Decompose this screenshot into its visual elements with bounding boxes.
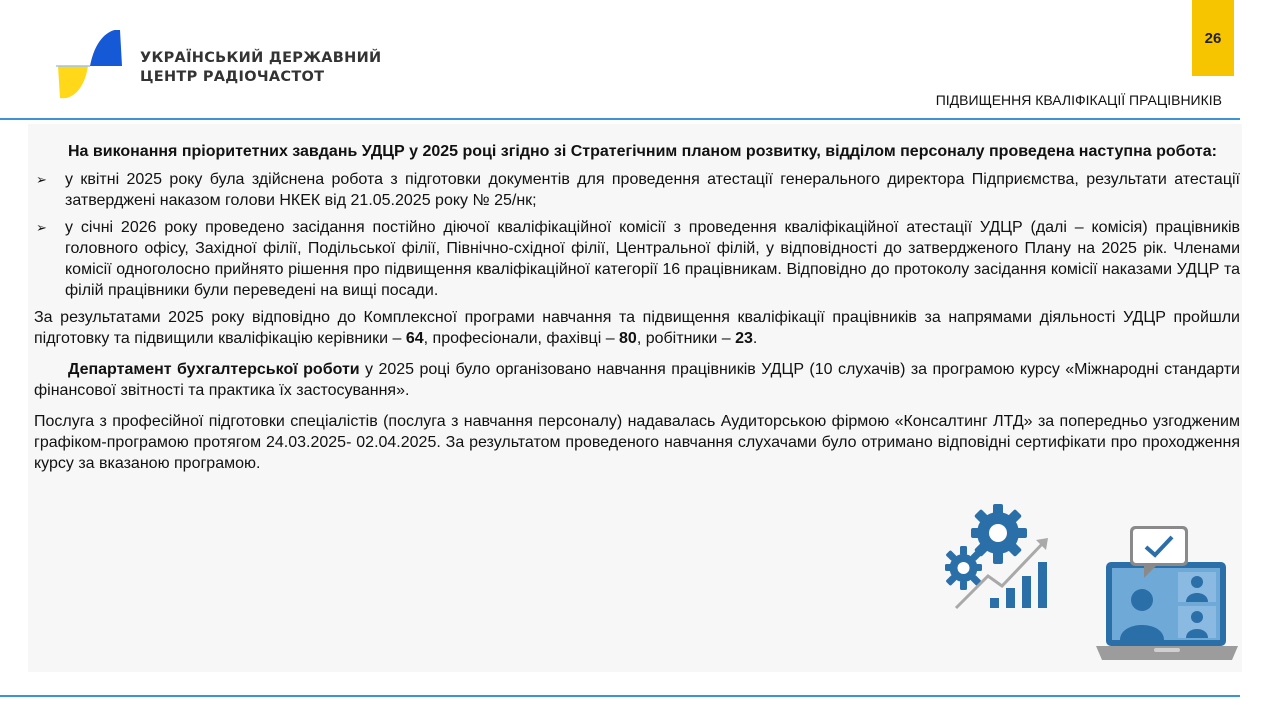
results-text-2: , професіонали, фахівці – [423,330,620,347]
accounting-paragraph [34,359,1240,401]
lead-paragraph: На виконання пріоритетних завдань УДЦР у 2025 році згідно зі Стратегічним планом розвитку, відділом персоналу проведена наступна робота: [68,143,1217,160]
results-text-1: За результатами 2025 року відповідно до Комплексної програми навчання та підвищення кваліфікації працівників за напрямами діяльності УДЦР пройшли підготовку та підвищили кваліфікацію керівники – [34,309,1240,347]
section-title: ПІДВИЩЕННЯ КВАЛІФІКАЦІЇ ПРАЦІВНИКІВ [935,92,1222,108]
accounting-department: Департамент бухгалтерської роботи [68,361,360,378]
udcr-logo [54,30,126,100]
managers-count: 64 [405,330,424,347]
organization-name-line1: УКРАЇНСЬКИЙ ДЕРЖАВНИЙ [140,50,382,66]
bullet-item-attestation [34,169,1240,211]
content-body [34,141,1240,474]
header-divider [0,118,1240,120]
training-results-paragraph [34,307,1240,349]
results-text-4: . [752,330,758,347]
bullet-text: у квітні 2025 року була здійснена робота з підготовки документів для проведення атестації генерального директора Підприємства, результати атестації затверджені наказом голови НКЕК від 21.05.2025 року № 25/нк; [65,171,1240,209]
results-text-3: , робітники – [636,330,736,347]
bullet-arrow-icon: ➢ [36,220,47,235]
footer-divider [0,695,1240,697]
bullet-item-commission [34,217,1240,301]
accounting-text: у 2025 році було організовано навчання працівників УДЦР (10 слухачів) за програмою курсу «Міжнародні стандарти фінансової звітності та практика їх застосування». [34,361,1240,399]
gears-growth-chart-icon [932,502,1068,618]
professionals-count: 80 [619,330,637,347]
bullet-text: у січні 2026 року проведено засідання постійно діючої кваліфікаційної комісії з проведення кваліфікаційної атестації УДЦР (далі – комісія) працівників головного офісу, Західної філії, Подільської філії, Північно-східної філії, Центральної філій, у відповідності до затвердженого Плану на 2025 рік. Членами комісії одноголосно прийнято рішення про підвищення кваліфікаційної категорії 16 працівникам. Відповідно до протоколу засідання комісії наказами УДЦР та філій працівники були переведені на вищі посади. [65,219,1240,299]
service-paragraph: Послуга з професійної підготовки спеціалістів (послуга з навчання персоналу) надавалась Аудиторською фірмою «Консалтинг ЛТД» за попередньо узгодженим графіком-програмою протягом 24.03.2025- 02.04.2025. За результатом проведеного навчання слухачами було отримано відповідні сертифікати про проходження курсу за вказаною програмою. [34,413,1240,472]
workers-count: 23 [735,330,753,347]
logo-yellow-wave [58,66,88,98]
page-number-badge: 26 [1192,0,1234,76]
bullet-arrow-icon: ➢ [36,172,47,187]
laptop-video-meeting-icon [1092,522,1242,668]
organization-name-line2: ЦЕНТР РАДІОЧАСТОТ [140,69,325,85]
organization-name [140,49,381,87]
logo-blue-wave [90,30,122,66]
